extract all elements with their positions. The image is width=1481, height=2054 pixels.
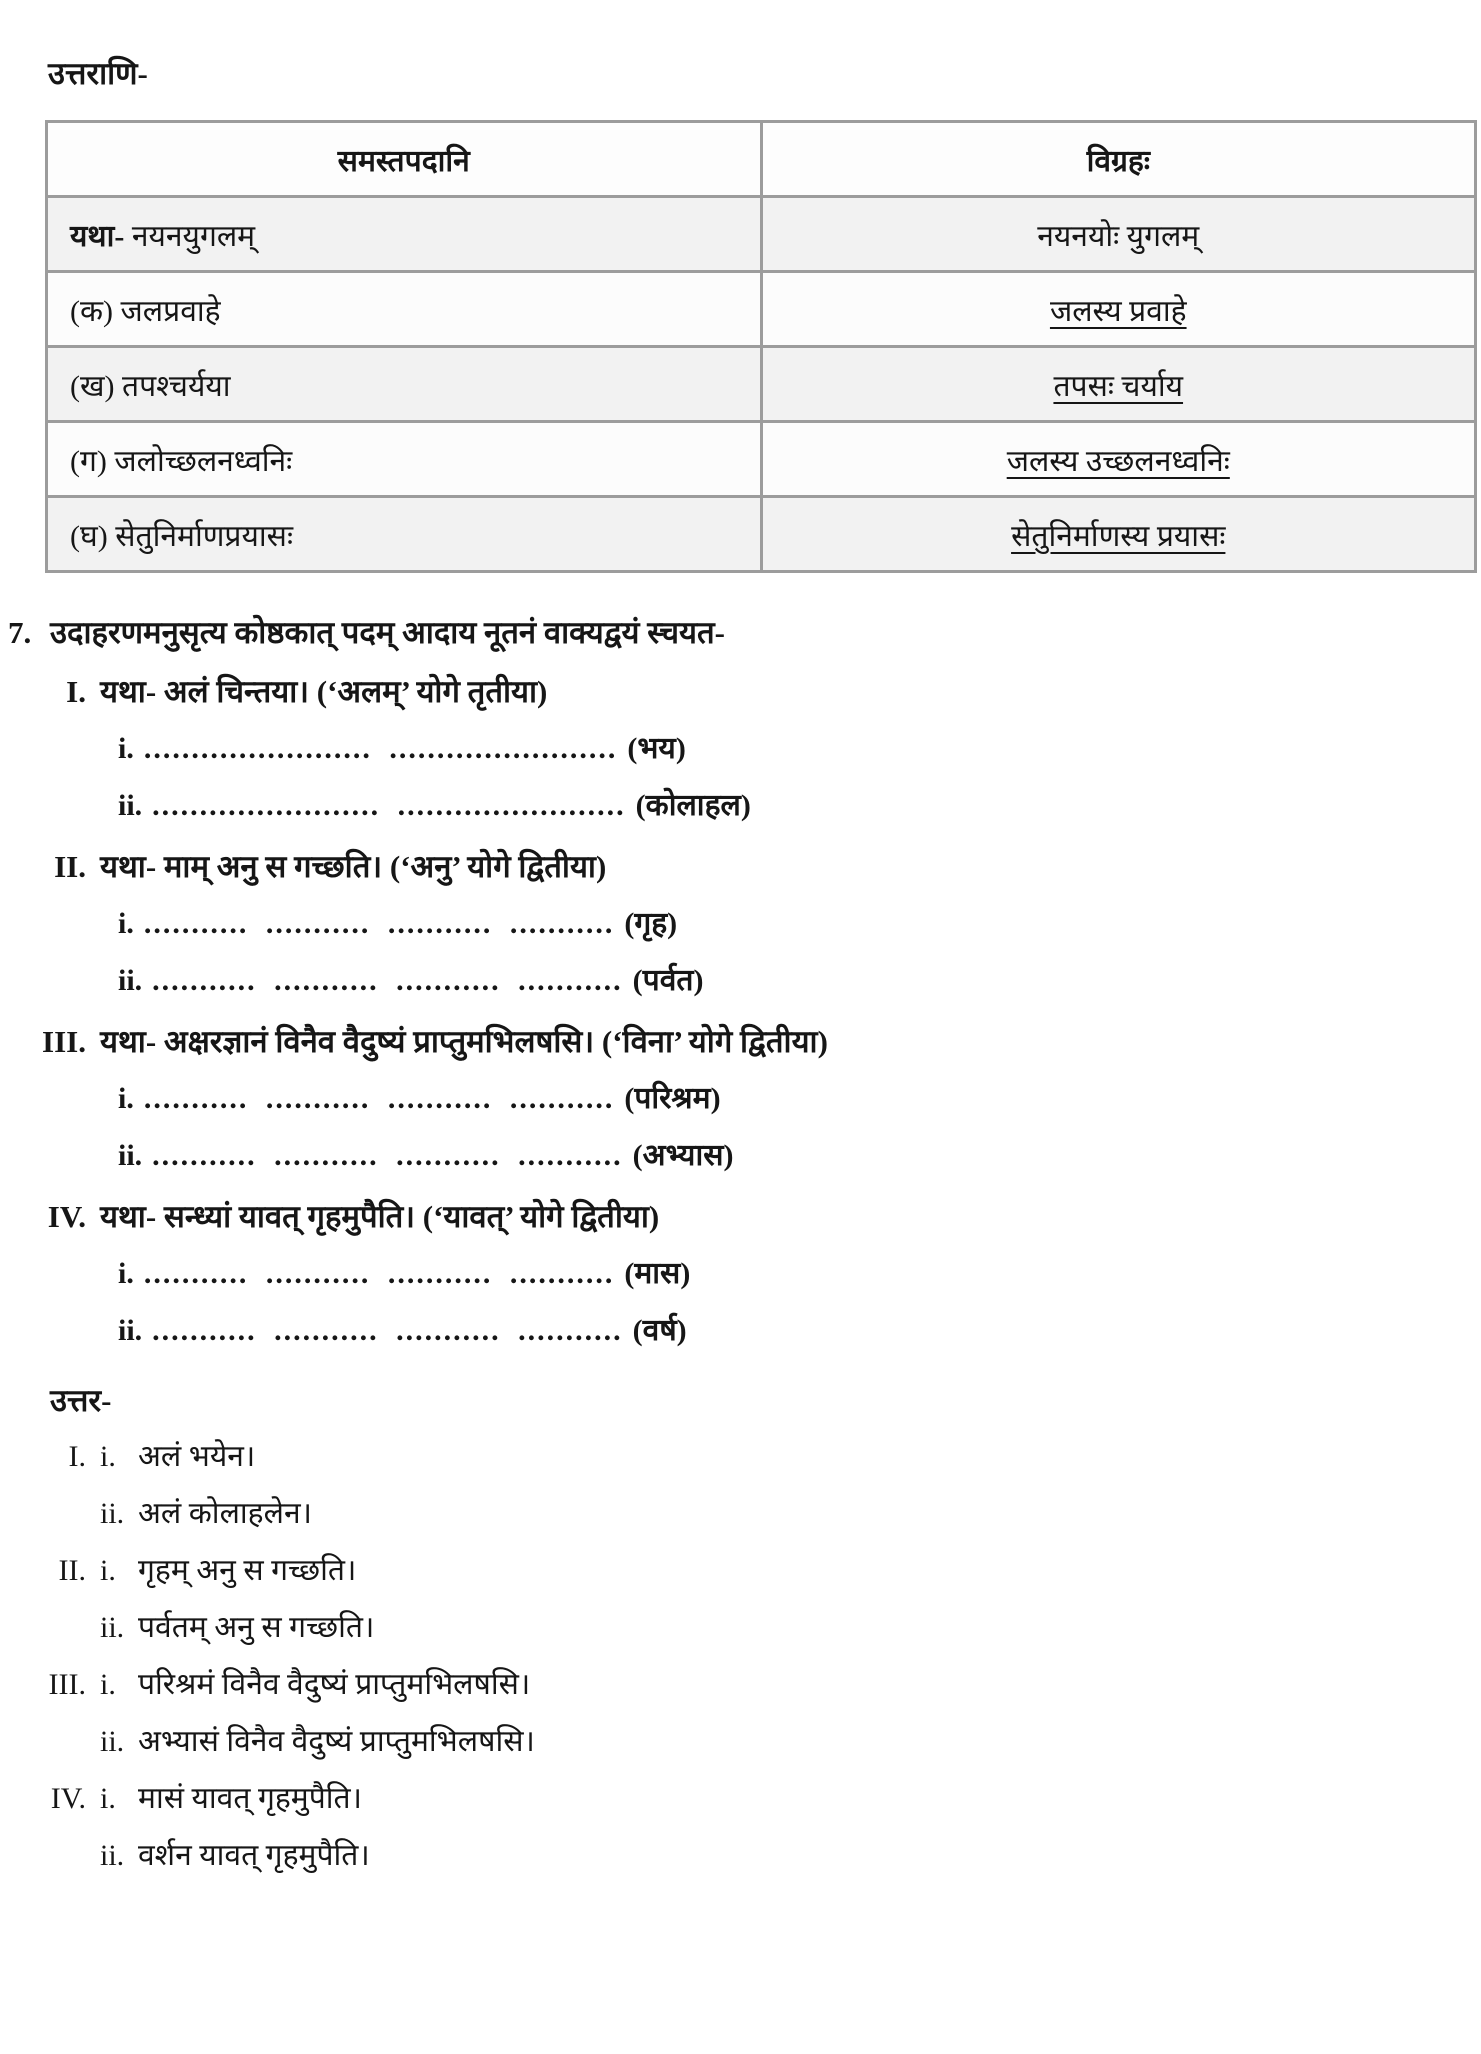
blank-item — [0, 902, 1481, 946]
blank-item — [0, 784, 1481, 828]
row-word: जलप्रवाहे — [120, 294, 221, 328]
answer-label: ii. — [100, 1611, 125, 1644]
item-hint: (मास) — [624, 1257, 691, 1290]
question-prompt: उदाहरणमनुसृत्य कोष्ठकात् पदम् आदाय नूतनं वाक्यद्वयं स्चयत- — [50, 615, 725, 650]
vigraha-cell — [761, 272, 1476, 347]
answer-text: अभ्यासं विनैव वैदुष्यं प्राप्तुमभिलषसि। — [138, 1725, 535, 1758]
item-blanks: ........................ ........................ — [143, 732, 618, 765]
table-header-row — [47, 122, 1476, 197]
answers-heading: उत्तर- — [50, 1383, 112, 1418]
item-label: i. — [118, 1082, 134, 1115]
item-hint: (परिश्रम) — [624, 1082, 721, 1115]
answers-table-title: उत्तराणि- — [48, 56, 148, 91]
group-numeral: I. — [66, 674, 86, 709]
question-7-section — [0, 611, 1481, 1353]
row-prefix: (ग) — [70, 444, 107, 478]
table-row — [47, 272, 1476, 347]
vigraha-cell — [761, 422, 1476, 497]
samastapada-cell — [47, 497, 762, 572]
answer-text: वर्शन यावत् गृहमुपैति। — [138, 1839, 370, 1872]
group-heading-3 — [0, 1020, 1481, 1064]
answer-label: i. — [100, 1668, 116, 1701]
answer-text: परिश्रमं विनैव वैदुष्यं प्राप्तुमभिलषसि। — [138, 1668, 531, 1701]
item-hint: (पर्वत) — [632, 964, 704, 997]
row-word: नयनयुगलम् — [131, 219, 256, 253]
answer-text: अलं भयेन। — [138, 1440, 256, 1473]
vigraha-text: सेतुनिर्माणस्य प्रयासः — [1011, 519, 1226, 553]
answer-row — [0, 1720, 1481, 1763]
answer-label: i. — [100, 1782, 116, 1815]
vigraha-text: तपसः चर्याय — [1053, 369, 1184, 403]
blank-item — [0, 1252, 1481, 1296]
answer-numeral: II. — [58, 1554, 86, 1587]
item-blanks: ........... ........... ........... ........... — [152, 1139, 623, 1172]
item-hint: (कोलाहल) — [635, 789, 751, 822]
question-number: 7. — [8, 615, 32, 650]
samasta-vigraha-table — [45, 120, 1477, 573]
samastapada-cell — [47, 347, 762, 422]
samastapada-cell — [47, 272, 762, 347]
row-prefix: (ख) — [70, 369, 115, 403]
answer-row — [0, 1549, 1481, 1592]
answer-text: अलं कोलाहलेन। — [138, 1497, 312, 1530]
row-prefix: (क) — [70, 294, 114, 328]
item-label: i. — [118, 1257, 134, 1290]
item-blanks: ........... ........... ........... ........... — [143, 907, 615, 940]
answer-row — [0, 1663, 1481, 1706]
group-numeral: III. — [42, 1024, 86, 1059]
vigraha-text: जलस्य उच्छलनध्वनिः — [1006, 444, 1230, 478]
item-hint: (भय) — [627, 732, 686, 765]
group-example: यथा- अक्षरज्ञानं विनैव वैदुष्यं प्राप्तुमभिलषसि। (‘विना’ योगे द्वितीया) — [100, 1024, 828, 1059]
row-prefix: (घ) — [70, 519, 108, 553]
answer-text: पर्वतम् अनु स गच्छति। — [138, 1611, 375, 1644]
samastapada-cell — [47, 197, 762, 272]
group-numeral: IV. — [47, 1199, 86, 1234]
item-hint: (गृह) — [624, 907, 678, 940]
answer-row — [0, 1777, 1481, 1820]
answer-text: गृहम् अनु स गच्छति। — [138, 1554, 357, 1587]
item-hint: (अभ्यास) — [632, 1139, 734, 1172]
answer-row — [0, 1435, 1481, 1478]
answer-row — [0, 1606, 1481, 1649]
item-blanks: ........... ........... ........... ........... — [152, 964, 623, 997]
item-hint: (वर्ष) — [632, 1314, 687, 1347]
group-example: यथा- सन्ध्यां यावत् गृहमुपैति। (‘यावत्’ योगे द्वितीया) — [100, 1199, 660, 1234]
item-label: ii. — [118, 1314, 143, 1347]
table-row — [47, 197, 1476, 272]
answer-label: ii. — [100, 1839, 125, 1872]
table-row — [47, 347, 1476, 422]
item-blanks: ........... ........... ........... ........... — [143, 1257, 615, 1290]
blank-item — [0, 959, 1481, 1003]
group-example: यथा- माम् अनु स गच्छति। (‘अनु’ योगे द्वितीया) — [100, 849, 607, 884]
item-blanks: ........... ........... ........... ........... — [152, 1314, 623, 1347]
vigraha-text: जलस्य प्रवाहे — [1049, 294, 1187, 328]
vigraha-text: नयनयोः युगलम् — [1037, 219, 1200, 253]
vigraha-cell — [761, 347, 1476, 422]
blank-item — [0, 1134, 1481, 1178]
row-word: जलोच्छलनध्वनिः — [114, 444, 293, 478]
group-heading-1 — [0, 670, 1481, 714]
answer-label: i. — [100, 1554, 116, 1587]
table-row — [47, 497, 1476, 572]
answer-row — [0, 1834, 1481, 1877]
vigraha-cell — [761, 497, 1476, 572]
answer-numeral: III. — [48, 1668, 86, 1701]
answer-numeral: I. — [68, 1440, 86, 1473]
item-label: ii. — [118, 964, 143, 997]
group-heading-2 — [0, 845, 1481, 889]
group-numeral: II. — [54, 849, 86, 884]
answer-text: मासं यावत् गृहमुपैति। — [138, 1782, 362, 1815]
item-blanks: ........................ ........................ — [152, 789, 626, 822]
header-samastapadani: समस्तपदानि — [47, 122, 762, 197]
row-word: तपश्चर्यया — [122, 369, 231, 403]
group-example: यथा- अलं चिन्तया। (‘अलम्’ योगे तृतीया) — [100, 674, 548, 709]
answer-label: ii. — [100, 1725, 125, 1758]
vigraha-cell — [761, 197, 1476, 272]
blank-item — [0, 1309, 1481, 1353]
header-vigraha: विग्रहः — [761, 122, 1476, 197]
answer-label: i. — [100, 1440, 116, 1473]
row-prefix: यथा- — [70, 219, 125, 253]
blank-item — [0, 1077, 1481, 1121]
item-label: ii. — [118, 1139, 143, 1172]
item-label: i. — [118, 907, 134, 940]
group-heading-4 — [0, 1195, 1481, 1239]
item-blanks: ........... ........... ........... ........... — [143, 1082, 615, 1115]
samastapada-cell — [47, 422, 762, 497]
answer-label: ii. — [100, 1497, 125, 1530]
table-row — [47, 422, 1476, 497]
row-word: सेतुनिर्माणप्रयासः — [115, 519, 293, 553]
blank-item — [0, 727, 1481, 771]
item-label: i. — [118, 732, 134, 765]
question-7-heading — [0, 611, 1481, 653]
answer-row — [0, 1492, 1481, 1535]
answers-section — [0, 1379, 1481, 1877]
item-label: ii. — [118, 789, 143, 822]
answer-numeral: IV. — [50, 1782, 86, 1815]
